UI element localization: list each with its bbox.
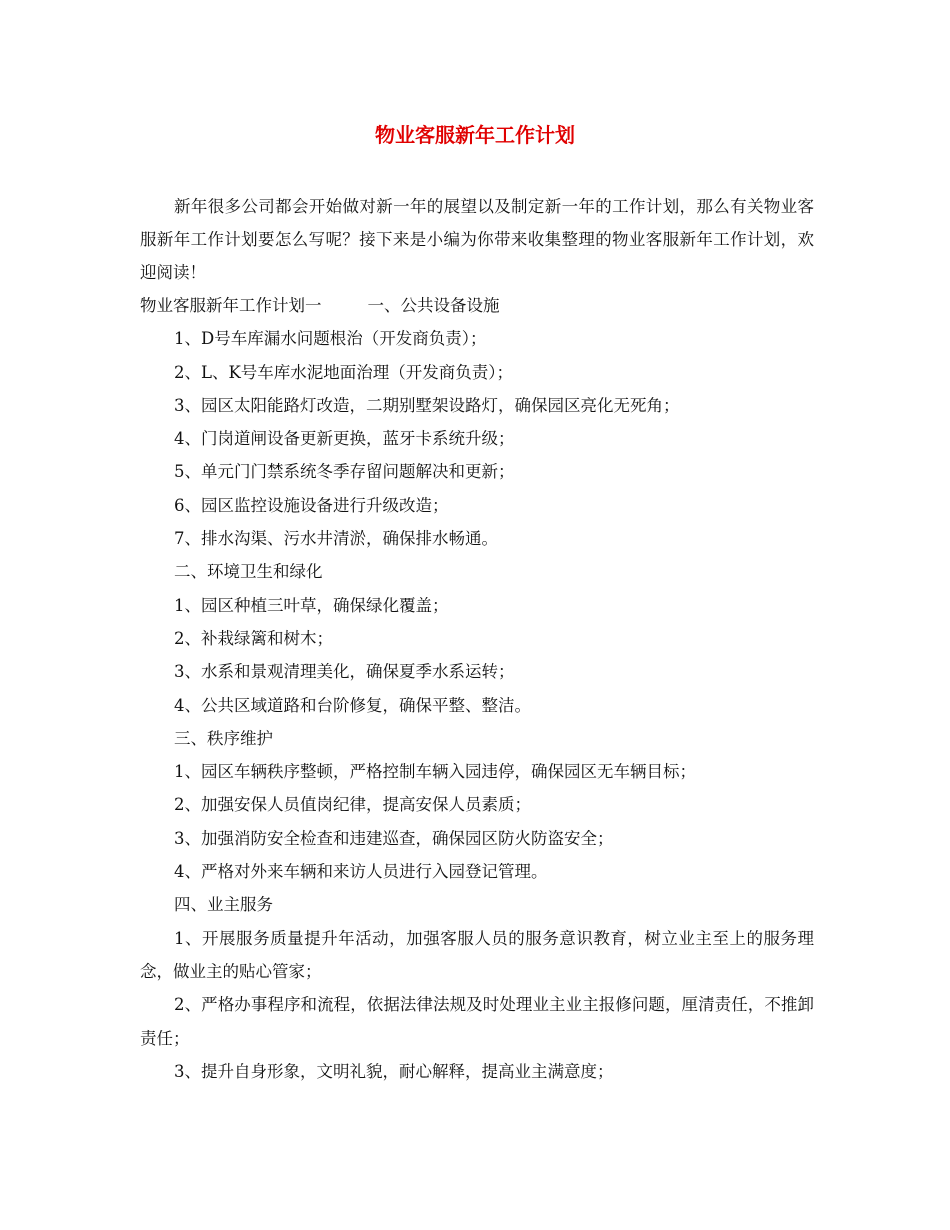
plan-content <box>140 289 814 1088</box>
document-title: 物业客服新年工作计划 <box>375 123 575 147</box>
list-item: 3、加强消防安全检查和违建巡查，确保园区防火防盗安全； <box>174 828 614 848</box>
list-item: 4、公共区域道路和台阶修复，确保平整、整洁。 <box>174 695 531 715</box>
list-item: 2、补栽绿篱和树木； <box>174 628 333 648</box>
plan-heading-line <box>140 289 814 322</box>
list-item: 4、门岗道闸设备更新更换，蓝牙卡系统升级； <box>174 429 515 449</box>
document-body <box>140 190 814 1088</box>
list-item: 4、严格对外来车辆和来访人员进行入园登记管理。 <box>174 862 548 882</box>
list-item: 3、园区太阳能路灯改造，二期别墅架设路灯，确保园区亮化无死角； <box>174 395 680 415</box>
list-item: 2、L、K号车库水泥地面治理（开发商负责）； <box>174 362 514 382</box>
list-item: 7、排水沟渠、污水井清淤，确保排水畅通。 <box>174 529 498 549</box>
section-heading: 二、环境卫生和绿化 <box>174 562 323 582</box>
list-item: 1、D号车库漏水问题根治（开发商负责）； <box>174 329 487 349</box>
intro-paragraph: 新年很多公司都会开始做对新一年的展望以及制定新一年的工作计划，那么有关物业客服新年工作计划要怎么写呢？接下来是小编为你带来收集整理的物业客服新年工作计划，欢迎阅读！ <box>140 197 814 282</box>
list-item: 3、水系和景观清理美化，确保夏季水系运转； <box>174 662 515 682</box>
list-item: 2、严格办事程序和流程，依据法律法规及时处理业主业主报修问题，厘清责任，不推卸责任； <box>140 995 814 1048</box>
section-heading: 一、公共设备设施 <box>367 296 500 315</box>
list-item: 6、园区监控设施设备进行升级改造； <box>174 495 449 515</box>
list-item: 3、提升自身形象，文明礼貌，耐心解释，提高业主满意度； <box>174 1061 614 1081</box>
list-item: 1、园区种植三叶草，确保绿化覆盖； <box>174 595 449 615</box>
list-item: 1、园区车辆秩序整顿，严格控制车辆入园违停，确保园区无车辆目标； <box>174 762 696 782</box>
plan-label: 物业客服新年工作计划一 <box>140 296 322 315</box>
list-item: 1、开展服务质量提升年活动，加强客服人员的服务意识教育，树立业主至上的服务理念，做业主的贴心管家； <box>140 928 814 981</box>
list-item: 5、单元门门禁系统冬季存留问题解决和更新； <box>174 462 515 482</box>
list-item: 2、加强安保人员值岗纪律，提高安保人员素质； <box>174 795 531 815</box>
section-heading: 四、业主服务 <box>174 895 273 915</box>
section-heading: 三、秩序维护 <box>174 728 273 748</box>
